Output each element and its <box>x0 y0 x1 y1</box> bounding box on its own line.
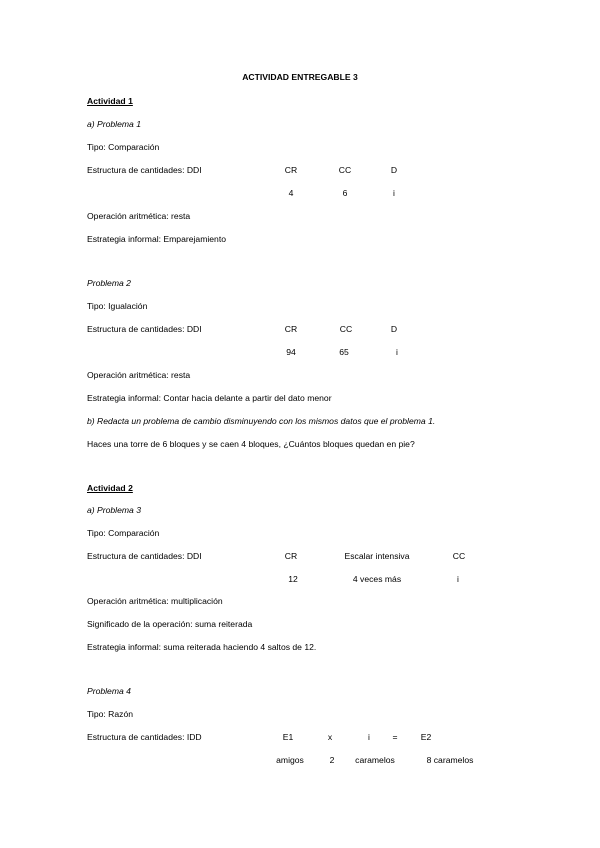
problema1-val-cr: 4 <box>288 188 294 198</box>
problema3-val-cc: i <box>457 574 459 584</box>
problema4-val-caramelos: caramelos <box>355 755 395 765</box>
problema4-val-8-caramelos: 8 caramelos <box>426 755 474 765</box>
problema3-col-escalar: Escalar intensiva <box>344 551 410 561</box>
problema2-col-cc: CC <box>339 324 353 334</box>
problema3-label: a) Problema 3 <box>87 505 141 515</box>
problema3-significado: Significado de la operación: suma reiterada <box>87 619 253 629</box>
problema4-col-x: x <box>327 732 333 742</box>
problema2-val-cc: 65 <box>339 347 349 357</box>
problema1-col-cc: CC <box>338 165 352 175</box>
problema2-estrategia: Estrategia informal: Contar hacia delante a partir del dato menor <box>87 393 332 403</box>
document-title: ACTIVIDAD ENTREGABLE 3 <box>242 72 358 82</box>
problema1-operacion: Operación aritmética: resta <box>87 211 191 221</box>
problema4-tipo: Tipo: Razón <box>87 709 134 719</box>
problema3-val-cr: 12 <box>288 574 298 584</box>
problema3-operacion: Operación aritmética: multiplicación <box>87 596 223 606</box>
problema4-col-i: i <box>368 732 370 742</box>
actividad2-heading: Actividad 2 <box>87 483 133 493</box>
problema4-val-2: 2 <box>329 755 335 765</box>
problema1-val-cc: 6 <box>342 188 348 198</box>
problema4-col-e1: E1 <box>282 732 294 742</box>
problema1-tipo: Tipo: Comparación <box>87 142 160 152</box>
problema4-estructura: Estructura de cantidades: IDD <box>87 732 202 742</box>
problema1-label: a) Problema 1 <box>87 119 141 129</box>
problema1-col-cr: CR <box>284 165 298 175</box>
problema3-val-escalar: 4 veces más <box>352 574 402 584</box>
partb-answer: Haces una torre de 6 bloques y se caen 4 bloques, ¿Cuántos bloques quedan en pie? <box>87 439 415 449</box>
problema1-estructura: Estructura de cantidades: DDI <box>87 165 202 175</box>
problema1-col-d: D <box>390 165 398 175</box>
problema4-label: Problema 4 <box>87 686 131 696</box>
actividad1-heading: Actividad 1 <box>87 96 133 106</box>
problema4-val-amigos: amigos <box>276 755 304 765</box>
problema3-estrategia: Estrategia informal: suma reiterada haciendo 4 saltos de 12. <box>87 642 317 652</box>
problema3-tipo: Tipo: Comparación <box>87 528 160 538</box>
problema1-estrategia: Estrategia informal: Emparejamiento <box>87 234 226 244</box>
problema3-estructura: Estructura de cantidades: DDI <box>87 551 202 561</box>
problema2-col-d: D <box>390 324 398 334</box>
problema2-estructura: Estructura de cantidades: DDI <box>87 324 202 334</box>
problema3-col-cr: CR <box>284 551 298 561</box>
problema2-label: Problema 2 <box>87 278 131 288</box>
problema2-val-d: i <box>396 347 398 357</box>
partb-prompt: b) Redacta un problema de cambio disminuyendo con los mismos datos que el problema 1. <box>87 416 436 426</box>
problema4-col-e2: E2 <box>420 732 432 742</box>
problema4-col-equals: = <box>392 732 398 742</box>
problema2-col-cr: CR <box>284 324 298 334</box>
problema3-col-cc: CC <box>452 551 466 561</box>
problema1-val-d: i <box>393 188 395 198</box>
problema2-tipo: Tipo: Igualación <box>87 301 148 311</box>
problema2-val-cr: 94 <box>286 347 296 357</box>
problema2-operacion: Operación aritmética: resta <box>87 370 191 380</box>
